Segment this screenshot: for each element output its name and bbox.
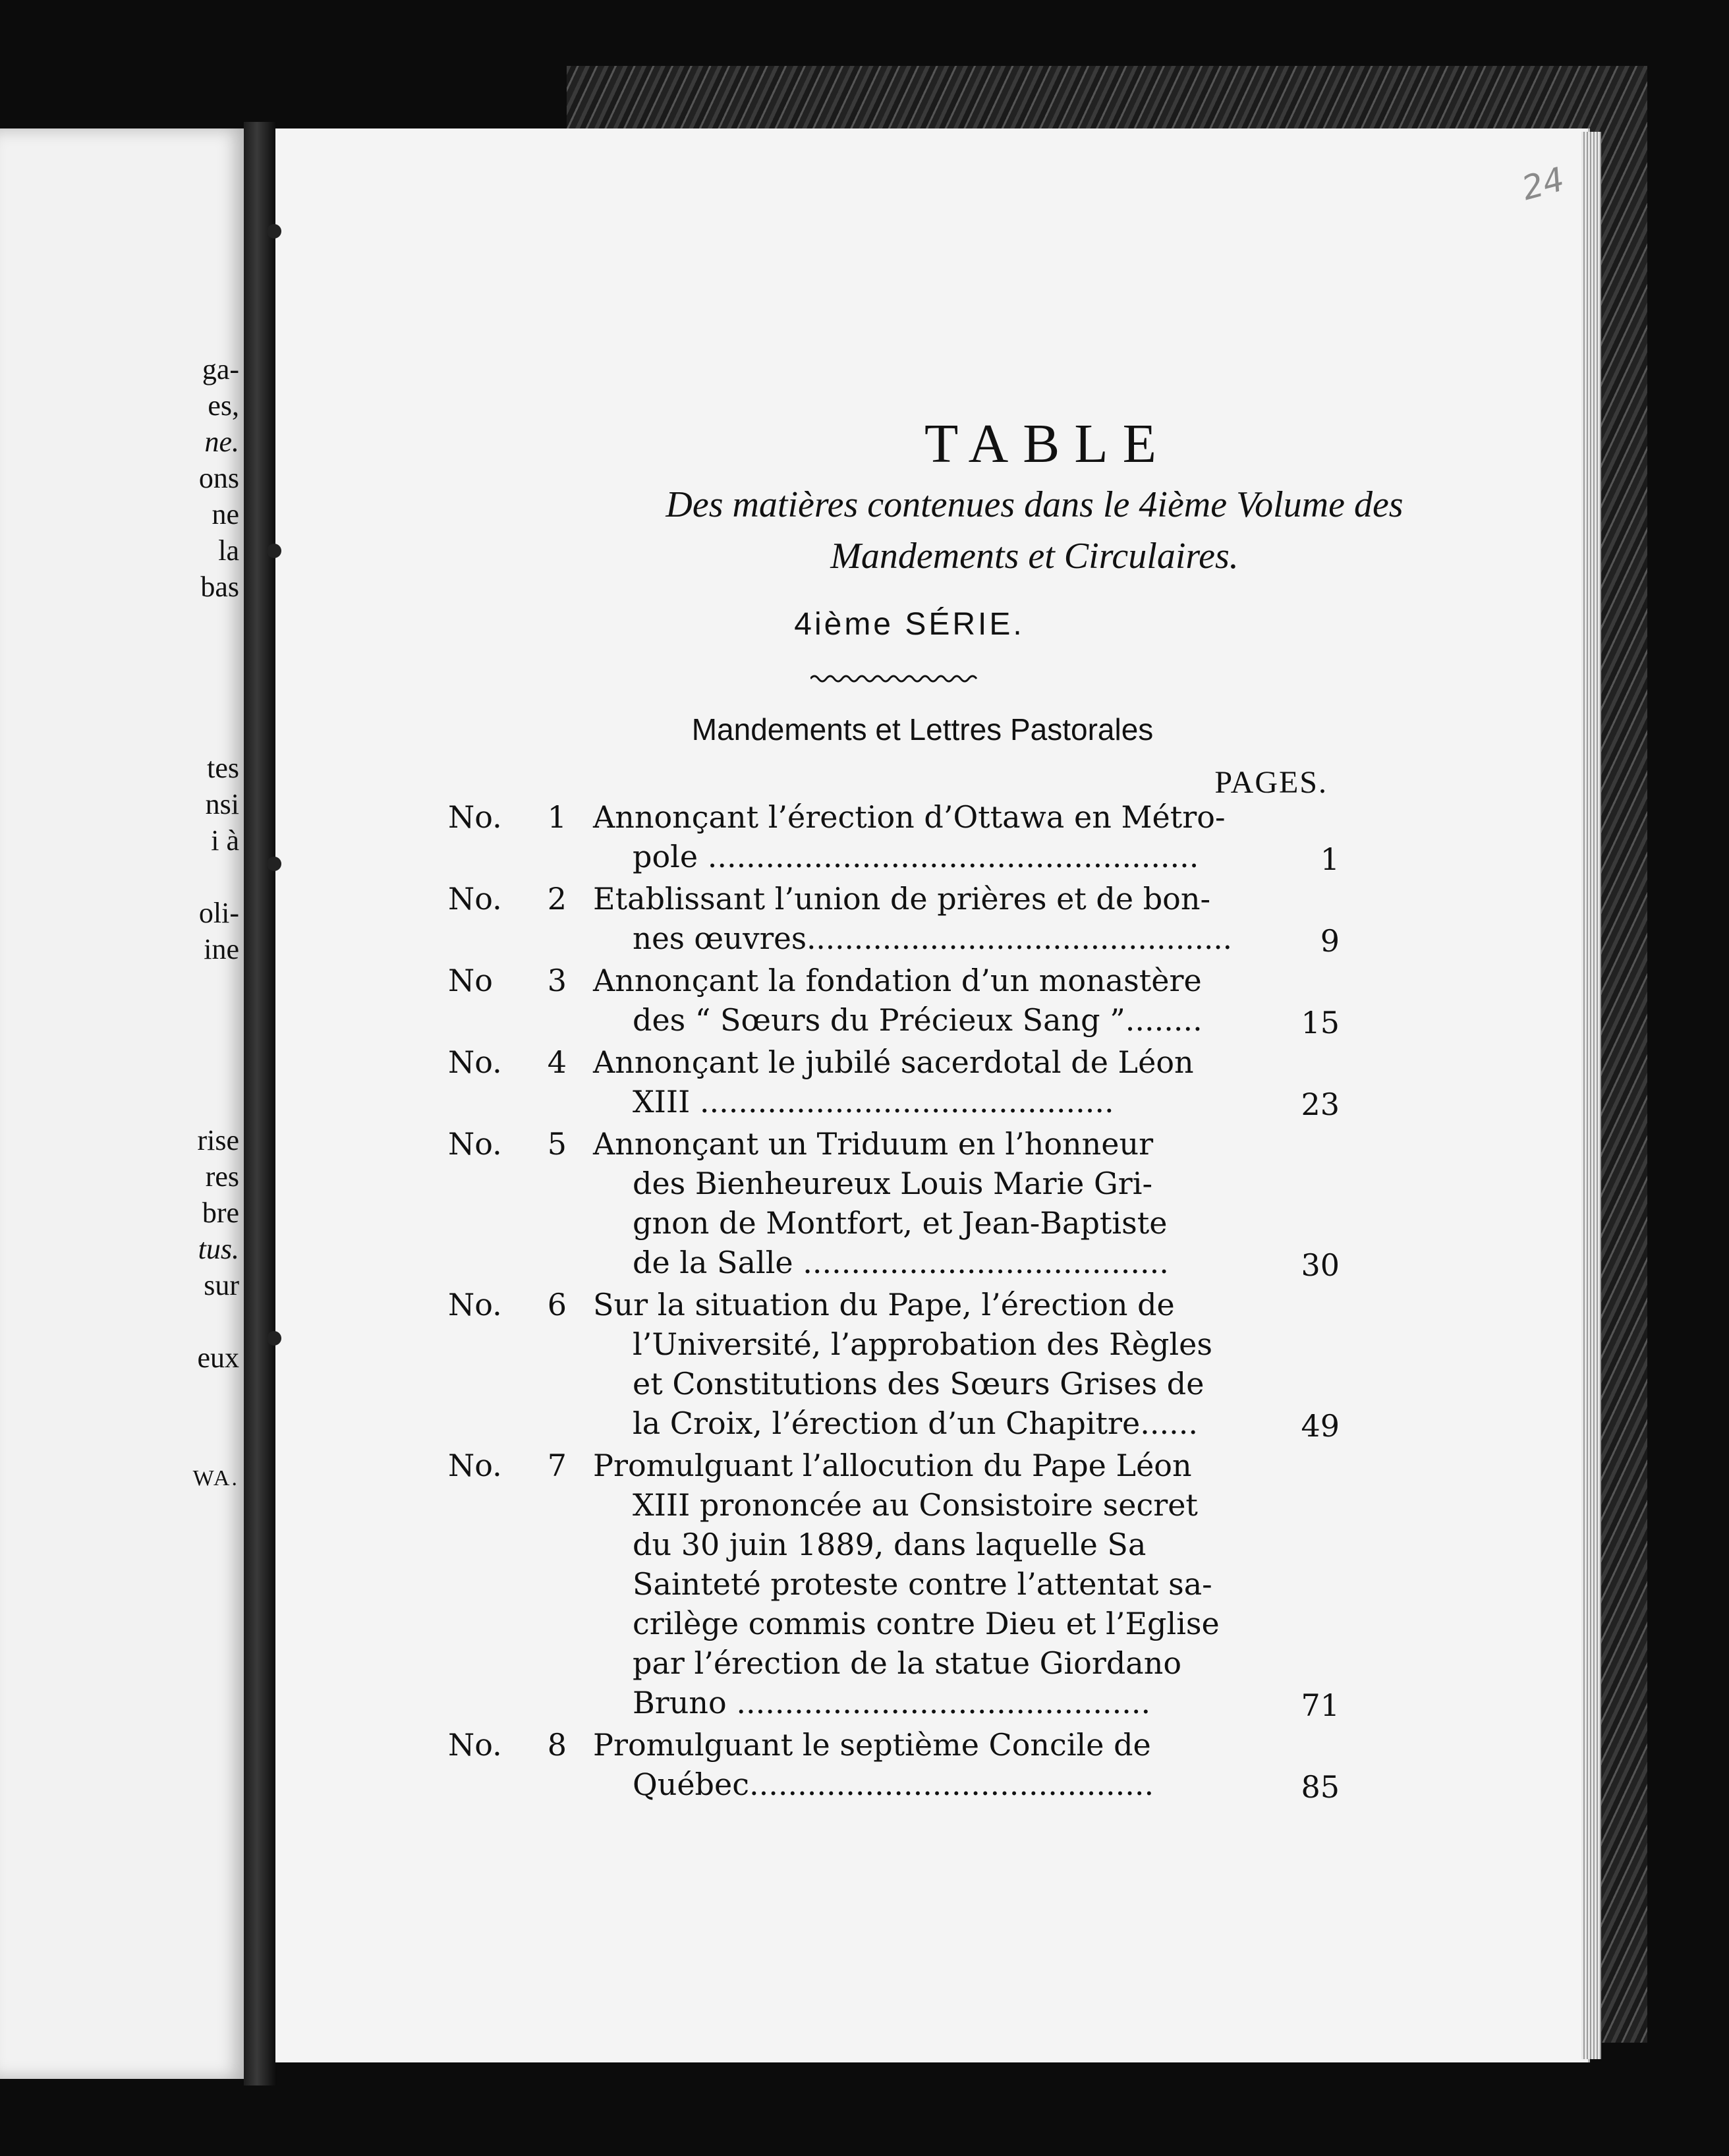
- toc-entry-number: 6: [547, 1287, 567, 1322]
- left-page-fragment: WA.: [192, 1466, 239, 1490]
- toc-entry-text: XIII ...........................................: [633, 1084, 1114, 1120]
- toc-entry-text: crilège commis contre Dieu et l’Eglise: [633, 1606, 1220, 1641]
- left-page-fragment: eux: [197, 1342, 239, 1374]
- toc-entry-number: 7: [547, 1448, 567, 1483]
- left-page-fragment: sur: [204, 1269, 239, 1301]
- toc-entry-text: Annonçant l’érection d’Ottawa en Métro-: [593, 799, 1226, 835]
- toc-entry-text: Sainteté proteste contre l’attentat sa-: [633, 1566, 1212, 1602]
- toc-entry-no-label: No.: [448, 799, 502, 835]
- toc-entry-number: 4: [547, 1044, 567, 1080]
- toc-entry: [448, 1446, 1344, 1722]
- toc-entry-text: Bruno ...........................................: [633, 1685, 1151, 1720]
- toc-entry-page-number: 85: [1301, 1769, 1340, 1805]
- pages-column-header: PAGES.: [1214, 765, 1328, 800]
- binding-thread-dot: [267, 224, 281, 239]
- toc-entry-text: Québec..........................................: [633, 1767, 1154, 1802]
- toc-entry-number: 5: [547, 1126, 567, 1162]
- toc-entry-text: Etablissant l’union de prières et de bon-: [593, 881, 1211, 917]
- toc-entry-line: [448, 919, 1344, 958]
- toc-entry: [448, 1042, 1344, 1121]
- page-title: TABLE: [924, 413, 1171, 474]
- toc-entry: [448, 797, 1344, 876]
- left-page-fragment: oli-: [198, 897, 239, 929]
- toc-entry-line: [448, 797, 1344, 837]
- toc-entry-page-number: 15: [1301, 1005, 1340, 1040]
- page-subtitle: [461, 479, 1608, 582]
- toc-entry-line: [448, 1124, 1344, 1164]
- toc-entry-line: [448, 1485, 1344, 1525]
- toc-entry-text: Annonçant un Triduum en l’honneur: [593, 1126, 1154, 1162]
- left-page-fragment: tus.: [198, 1233, 239, 1265]
- subtitle-line: Mandements et Circulaires.: [830, 536, 1239, 577]
- toc-entry-text: pole ...................................................: [633, 839, 1199, 874]
- left-page-fragment: la: [218, 534, 239, 567]
- toc-entry-line: [448, 961, 1344, 1000]
- binding-thread-dot: [267, 544, 281, 558]
- toc-entry-line: [448, 837, 1344, 876]
- toc-entry-line: [448, 1765, 1344, 1804]
- toc-entry: [448, 879, 1344, 958]
- toc-entry-line: [448, 1042, 1344, 1082]
- toc-entry-page-number: 9: [1320, 923, 1340, 959]
- toc-entry-no-label: No.: [448, 1727, 502, 1763]
- toc-entry-page-number: 71: [1301, 1688, 1340, 1723]
- left-page-fragment: ne: [212, 498, 239, 530]
- toc-entry-text: nes œuvres.............................................: [633, 921, 1233, 956]
- toc-entry-line: [448, 1285, 1344, 1324]
- toc-entry-no-label: No.: [448, 1448, 502, 1483]
- toc-entry-text: Promulguant le septième Concile de: [593, 1727, 1151, 1763]
- toc-entry-text: des Bienheureux Louis Marie Gri-: [633, 1166, 1153, 1201]
- toc-entry-text: du 30 juin 1889, dans laquelle Sa: [633, 1527, 1147, 1562]
- toc-entry-text: de la Salle ......................................: [633, 1245, 1169, 1280]
- toc-entry-line: [448, 1082, 1344, 1121]
- toc-entry-page-number: 49: [1301, 1408, 1340, 1444]
- toc-entry: [448, 1285, 1344, 1443]
- left-page-fragment: tes: [207, 752, 239, 784]
- toc-entry-number: 2: [547, 881, 567, 917]
- toc-entry-line: [448, 1643, 1344, 1683]
- toc-entry-text: la Croix, l’érection d’un Chapitre......: [633, 1405, 1198, 1441]
- toc-entry-line: [448, 1243, 1344, 1282]
- toc-entry-line: [448, 1564, 1344, 1604]
- subtitle-line: Des matières contenues dans le 4ième Volume des: [666, 484, 1403, 525]
- toc-entry-line: [448, 1446, 1344, 1485]
- toc-entry-line: [448, 1604, 1344, 1643]
- toc-entry-line: [448, 1525, 1344, 1564]
- toc-entry-line: [448, 1364, 1344, 1404]
- book-gutter: [244, 122, 277, 2085]
- toc-entry-line: [448, 1725, 1344, 1765]
- toc-entry-text: et Constitutions des Sœurs Grises de: [633, 1366, 1205, 1402]
- toc-entry-text: Annonçant la fondation d’un monastère: [593, 963, 1202, 998]
- toc-entry-page-number: 30: [1301, 1247, 1340, 1283]
- table-of-contents: [448, 797, 1344, 1804]
- binding-thread-dot: [267, 1331, 281, 1346]
- ornamental-wave-divider: [810, 672, 982, 685]
- left-page-fragment: nsi: [205, 788, 239, 820]
- toc-entry-line: [448, 1324, 1344, 1364]
- toc-entry-text: Sur la situation du Pape, l’érection de: [593, 1287, 1175, 1322]
- toc-entry-text: l’Université, l’approbation des Règles: [633, 1326, 1212, 1362]
- toc-entry-text: Annonçant le jubilé sacerdotal de Léon: [593, 1044, 1194, 1080]
- toc-entry-text: gnon de Montfort, et Jean-Baptiste: [633, 1205, 1168, 1241]
- left-page-fragment: i à: [211, 824, 239, 857]
- toc-entry-line: [448, 1683, 1344, 1722]
- toc-entry-no-label: No.: [448, 1044, 502, 1080]
- left-page-fragment: ine: [204, 933, 239, 965]
- left-page-fragment: ga-: [202, 353, 239, 385]
- toc-entry-line: [448, 879, 1344, 919]
- toc-entry-page-number: 23: [1301, 1087, 1340, 1122]
- toc-entry-line: [448, 1203, 1344, 1243]
- toc-entry-text: Promulguant l’allocution du Pape Léon: [593, 1448, 1192, 1483]
- toc-entry-number: 8: [547, 1727, 567, 1763]
- toc-entry: [448, 961, 1344, 1040]
- toc-entry-no-label: No: [448, 963, 493, 998]
- toc-entry-text: par l’érection de la statue Giordano: [633, 1645, 1182, 1681]
- pencil-annotation: 24: [1517, 159, 1569, 208]
- left-page-fragment: bas: [200, 571, 239, 603]
- left-page-fragment: res: [205, 1160, 239, 1193]
- toc-entry-line: [448, 1404, 1344, 1443]
- toc-entry-line: [448, 1000, 1344, 1040]
- toc-entry-number: 3: [547, 963, 567, 998]
- toc-entry-number: 1: [547, 799, 567, 835]
- toc-entry: [448, 1124, 1344, 1282]
- toc-entry-text: des “ Sœurs du Précieux Sang ”........: [633, 1002, 1203, 1038]
- toc-entry-no-label: No.: [448, 881, 502, 917]
- toc-entry: [448, 1725, 1344, 1804]
- toc-entry-line: [448, 1164, 1344, 1203]
- left-page-fragment: es,: [208, 389, 239, 422]
- left-page-fragment: ne.: [204, 426, 239, 458]
- left-page-fragment: ons: [198, 462, 239, 494]
- section-heading: Mandements et Lettres Pastorales: [691, 712, 1154, 747]
- left-page-fragment: rise: [197, 1124, 239, 1156]
- series-label: 4ième SÉRIE.: [794, 607, 1025, 642]
- toc-entry-no-label: No.: [448, 1126, 502, 1162]
- toc-entry-no-label: No.: [448, 1287, 502, 1322]
- toc-entry-page-number: 1: [1320, 841, 1340, 877]
- left-page: [0, 128, 247, 2079]
- binding-thread-dot: [267, 857, 281, 871]
- toc-entry-text: XIII prononcée au Consistoire secret: [633, 1487, 1198, 1523]
- left-page-fragment: bre: [202, 1197, 239, 1229]
